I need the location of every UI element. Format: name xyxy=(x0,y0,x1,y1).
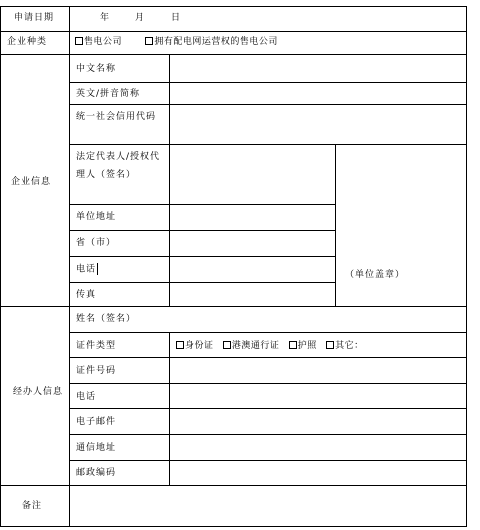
credit-code-field[interactable] xyxy=(171,106,465,143)
credit-code-label: 统一社会信用代码 xyxy=(76,112,157,122)
handler-phone-label: 电话 xyxy=(76,392,97,402)
phone-label: 电话 xyxy=(76,264,97,275)
checkbox-icon[interactable] xyxy=(176,341,184,349)
checkbox-icon[interactable] xyxy=(223,341,231,349)
id-option-id-card[interactable]: 身份证 xyxy=(176,340,214,352)
company-seal-label: （单位盖章） xyxy=(345,270,406,280)
id-option-passport[interactable]: 护照 xyxy=(289,340,317,352)
company-type-label: 企业种类 xyxy=(7,37,48,47)
checkbox-icon[interactable] xyxy=(289,341,297,349)
cn-name-field[interactable] xyxy=(171,56,465,81)
id-number-field[interactable] xyxy=(171,359,465,382)
cn-name-label: 中文名称 xyxy=(76,64,117,74)
phone-field[interactable] xyxy=(171,258,334,281)
fax-label: 传真 xyxy=(76,290,97,300)
postcode-label: 邮政编码 xyxy=(76,468,117,478)
address-field[interactable] xyxy=(171,206,334,229)
address-label: 单位地址 xyxy=(76,212,117,222)
checkbox-icon[interactable] xyxy=(145,37,153,45)
en-name-label: 英文/拼音简称 xyxy=(76,89,141,99)
province-label: 省（市） xyxy=(76,238,117,248)
en-name-field[interactable] xyxy=(171,84,465,103)
company-seal-area[interactable] xyxy=(337,146,465,305)
email-label: 电子邮件 xyxy=(76,417,117,427)
company-type-option-retail[interactable]: 售电公司 xyxy=(75,36,122,48)
day-label: 日 xyxy=(171,13,182,23)
text-cursor xyxy=(97,263,98,275)
email-field[interactable] xyxy=(171,410,465,433)
checkbox-icon[interactable] xyxy=(326,341,334,349)
mail-address-field[interactable] xyxy=(171,436,465,459)
month-label: 月 xyxy=(135,13,146,23)
checkbox-icon[interactable] xyxy=(75,37,83,45)
fax-field[interactable] xyxy=(171,284,334,305)
id-option-other[interactable]: 其它： xyxy=(326,340,364,352)
id-number-label: 证件号码 xyxy=(76,366,117,376)
handler-phone-field[interactable] xyxy=(171,385,465,407)
handler-name-label: 姓名（签名） xyxy=(76,314,137,324)
id-option-hk-macau-pass[interactable]: 港澳通行证 xyxy=(223,340,280,352)
postcode-field[interactable] xyxy=(171,462,465,484)
province-field[interactable] xyxy=(171,232,334,255)
handler-info-label: 经办人信息 xyxy=(12,387,63,397)
legal-rep-signature-field[interactable] xyxy=(171,146,334,203)
mail-address-label: 通信地址 xyxy=(76,443,117,453)
legal-rep-label: 法定代表人/授权代理人（签名） xyxy=(76,152,161,180)
handler-name-field[interactable] xyxy=(171,308,465,331)
company-info-label: 企业信息 xyxy=(11,177,52,187)
year-label: 年 xyxy=(100,13,111,23)
id-type-label: 证件类型 xyxy=(76,341,117,351)
remarks-field[interactable] xyxy=(71,487,465,525)
apply-date-field[interactable] xyxy=(75,8,465,30)
company-type-options xyxy=(75,36,284,50)
apply-date-label: 申请日期 xyxy=(14,13,55,23)
id-type-options xyxy=(176,340,370,354)
remarks-label: 备注 xyxy=(22,501,43,511)
company-type-option-grid[interactable]: 拥有配电网运营权的售电公司 xyxy=(145,36,278,48)
